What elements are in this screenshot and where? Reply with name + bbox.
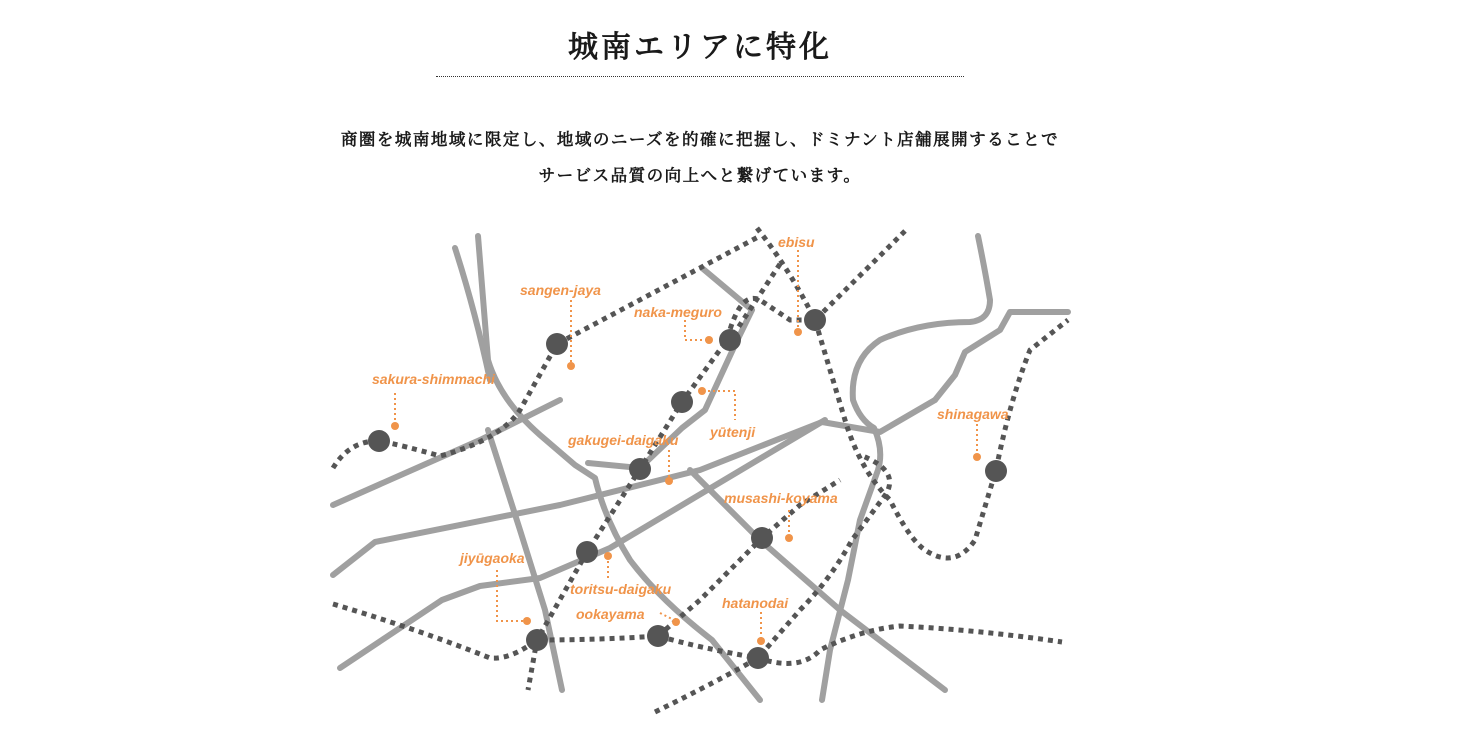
leader-dot [705,336,713,344]
station-label-musashi-koyama: musashi-koyama [724,490,838,506]
station-dot-naka-meguro[interactable] [719,329,741,351]
leader-dot [604,552,612,560]
railway-line [333,604,1062,663]
lead-text-line-2: サービス品質の向上へと繋げています。 [538,166,862,185]
station-label-ebisu: ebisu [778,234,815,250]
road [333,400,560,505]
station-dot-sangen-jaya[interactable] [546,333,568,355]
station-dot-hatanodai[interactable] [747,647,769,669]
station-dot-toritsu-daigaku[interactable] [576,541,598,563]
station-label-yutenji: yūtenji [710,424,756,440]
station-label-toritsu-daigaku: toritsu-daigaku [570,581,672,597]
station-label-gakugei-daigaku: gakugei-daigaku [568,432,679,448]
station-dots [368,309,1007,669]
station-dot-sakura-shimmachi[interactable] [368,430,390,452]
station-dot-gakugei-daigaku[interactable] [629,458,651,480]
leader-dot [391,422,399,430]
station-dot-shinagawa[interactable] [985,460,1007,482]
leader-dot [567,362,575,370]
leader-dot [973,453,981,461]
station-label-ookayama: ookayama [576,606,645,622]
railway-line [333,236,760,468]
page-title: 城南エリアに特化 [568,30,832,65]
station-label-naka-meguro: naka-meguro [634,304,722,320]
leader-dot [665,477,673,485]
road [822,236,990,700]
railway-line [730,264,780,340]
leader-dot [785,534,793,542]
road [333,400,935,575]
station-dot-yutenji[interactable] [671,391,693,413]
station-dot-musashi-koyama[interactable] [751,527,773,549]
station-label-hatanodai: hatanodai [722,595,789,611]
station-label-jiyugaoka: jiyūgaoka [460,550,525,566]
lead-text-line-1: 商圏を城南地域に限定し、地域のニーズを的確に把握し、ドミナント店舗展開することで [340,130,1060,149]
leader-dot [794,328,802,336]
leader-naka-meguro [685,320,708,340]
station-dot-ookayama[interactable] [647,625,669,647]
leader-dot [523,617,531,625]
station-label-sangen-jaya: sangen-jaya [520,282,601,298]
station-label-sakura-shimmachi: sakura-shimmachi [372,371,495,387]
railway-line [757,228,1068,558]
station-dot-jiyugaoka[interactable] [526,629,548,651]
station-dot-ebisu[interactable] [804,309,826,331]
leader-dot [698,387,706,395]
leader-dot [672,618,680,626]
leader-dot [757,637,765,645]
station-label-shinagawa: shinagawa [937,406,1009,422]
